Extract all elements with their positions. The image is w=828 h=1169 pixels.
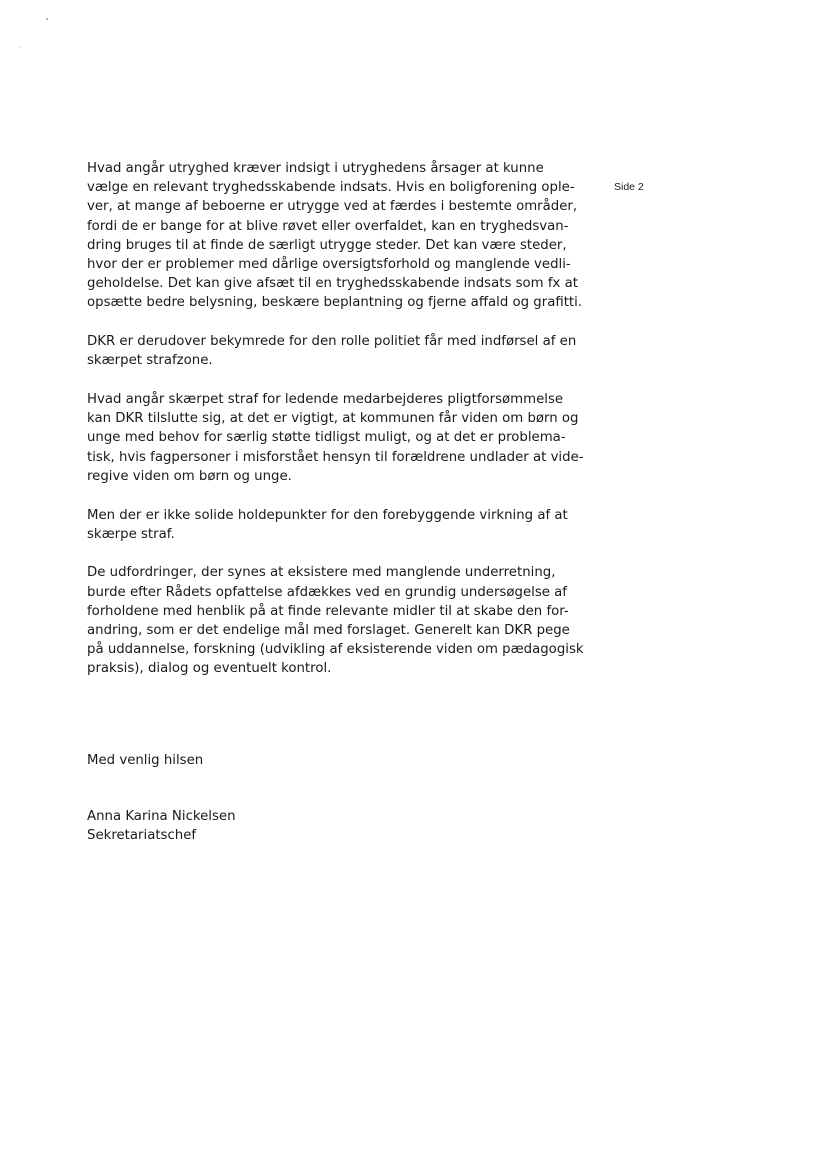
text-line: fordi de er bange for at blive røvet eller overfaldet, kan en tryghedsvan- xyxy=(87,218,569,234)
text-line: burde efter Rådets opfattelse afdækkes ved en grundig undersøgelse af xyxy=(87,584,567,600)
text-line: ver, at mange af beboerne er utrygge ved at færdes i bestemte områder, xyxy=(87,199,578,215)
closing-greeting: Med venlig hilsen xyxy=(87,753,204,768)
paragraph-holdepunkter xyxy=(87,506,607,544)
text-line: tisk, hvis fagpersoner i misforstået hensyn til forældrene undlader at vide- xyxy=(87,449,584,465)
text-line: DKR er derudover bekymrede for den rolle politiet får med indførsel af en xyxy=(87,334,577,350)
text-line: unge med behov for særlig støtte tidligst muligt, og at det er problema- xyxy=(87,430,566,446)
text-line: dring bruges til at finde de særligt utrygge steder. Det kan være steder, xyxy=(87,237,567,253)
text-line: skærpet strafzone. xyxy=(87,353,213,369)
text-line: regive viden om børn og unge. xyxy=(87,468,292,484)
paragraph-pligtforsoemmelse xyxy=(87,390,607,486)
signature-block xyxy=(87,807,236,845)
paragraph-udfordringer xyxy=(87,563,607,678)
text-line: praksis), dialog og eventuelt kontrol. xyxy=(87,661,332,677)
text-line: geholdelse. Det kan give afsæt til en tryghedsskabende indsats som fx at xyxy=(87,276,579,292)
text-line: kan DKR tilslutte sig, at det er vigtigt, at kommunen får viden om børn og xyxy=(87,411,579,427)
scan-speck xyxy=(20,47,21,48)
text-line: opsætte bedre belysning, beskære beplantning og fjerne affald og grafitti. xyxy=(87,295,583,311)
text-line: på uddannelse, forskning (udvikling af eksisterende viden om pædagogisk xyxy=(87,642,584,658)
text-line: Hvad angår skærpet straf for ledende medarbejderes pligtforsømmelse xyxy=(87,392,564,408)
text-line: Hvad angår utryghed kræver indsigt i utryghedens årsager at kunne xyxy=(87,161,544,176)
text-line: skærpe straf. xyxy=(87,526,175,542)
signer-name: Anna Karina Nickelsen xyxy=(87,809,236,824)
text-line: Men der er ikke solide holdepunkter for den forebyggende virkning af at xyxy=(87,507,568,523)
paragraph-utryghed xyxy=(87,159,607,313)
signer-title: Sekretariatschef xyxy=(87,828,197,844)
page-number: Side 2 xyxy=(614,181,644,193)
text-line: forholdene med henblik på at finde relevante midler til at skabe den for- xyxy=(87,603,569,619)
text-line: hvor der er problemer med dårlige oversigtsforhold og manglende vedli- xyxy=(87,257,571,273)
text-line: De udfordringer, der synes at eksistere med manglende underretning, xyxy=(87,565,556,581)
scan-speck xyxy=(46,18,48,20)
text-line: andring, som er det endelige mål med forslaget. Generelt kan DKR pege xyxy=(87,623,570,639)
text-line: vælge en relevant tryghedsskabende indsats. Hvis en boligforening ople- xyxy=(87,180,575,196)
paragraph-strafzone xyxy=(87,332,607,370)
letter-body xyxy=(87,159,607,679)
